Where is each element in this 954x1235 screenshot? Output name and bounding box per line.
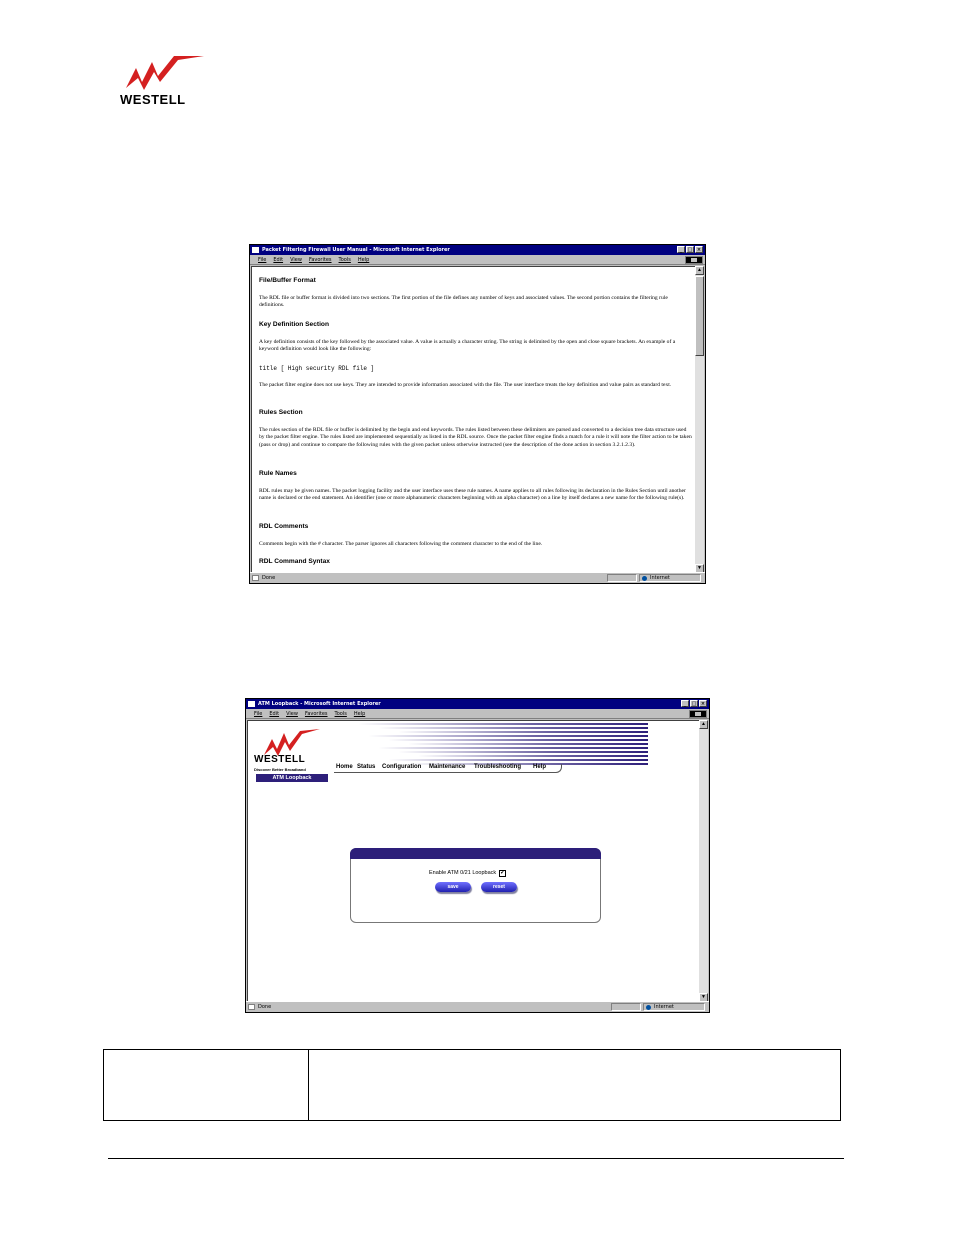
section-body: The RDL file or buffer format is divided into two sections. The first portion of the file defines any number of keys and associated values. The second portion contains the filtering rule definitions. [259, 295, 668, 309]
section-heading: Key Definition Section [259, 321, 329, 328]
status-text: Done [262, 575, 276, 581]
menu-favorites[interactable]: Favorites [308, 257, 332, 263]
section-heading: Rules Section [259, 409, 303, 416]
scroll-up-icon[interactable]: ▲ [699, 720, 708, 729]
menu-help[interactable]: Help [353, 711, 366, 717]
maximize-button[interactable]: □ [691, 701, 697, 707]
close-button[interactable]: × [696, 247, 702, 253]
router-page [247, 720, 699, 1002]
page-label: ATM Loopback [256, 774, 328, 782]
status-bar [250, 572, 705, 583]
checkbox-label: Enable ATM 0/21 Loopback [429, 870, 497, 876]
window-titlebar [246, 699, 709, 709]
menu-tools[interactable]: Tools [334, 711, 347, 717]
menu-edit[interactable]: Edit [273, 257, 284, 263]
windows-logo-icon [685, 256, 703, 264]
manual-browser-window [249, 244, 706, 584]
nav-configuration[interactable]: Configuration [382, 764, 422, 770]
scroll-thumb[interactable] [695, 276, 704, 356]
page-icon [248, 1004, 255, 1010]
status-bar [246, 1001, 709, 1012]
section-body: A key definition consists of the key followed by the associated value. A value is actually a character string. The string is delimited by the open and close square brackets. An example of a keyword definition would look like the following: [259, 339, 676, 353]
menu-file[interactable]: File [254, 711, 263, 717]
nav-status[interactable]: Status [357, 764, 376, 770]
menu-bar [250, 255, 705, 265]
footer-rule [108, 1158, 844, 1159]
westell-logo [118, 52, 208, 108]
nav-maintenance[interactable]: Maintenance [429, 764, 466, 770]
section-heading: Rule Names [259, 470, 297, 477]
reset-button[interactable]: reset [481, 882, 517, 892]
menu-bar [246, 709, 709, 719]
vertical-scrollbar[interactable] [695, 266, 704, 573]
code-sample: title [ High security RDL file ] [259, 365, 375, 372]
document-content [251, 266, 695, 573]
globe-icon [642, 576, 647, 581]
loopback-checkbox[interactable]: ✓ [500, 869, 506, 876]
logo-wordmark: WESTELL [120, 92, 186, 107]
nav-troubleshooting[interactable]: Troubleshooting [474, 764, 521, 770]
window-title: ATM Loopback - Microsoft Internet Explorer [258, 701, 381, 707]
westell-logo-mark [118, 52, 208, 92]
main-nav [334, 764, 562, 773]
ie-icon [252, 247, 259, 253]
section-heading: RDL Command Syntax [259, 558, 330, 565]
header-stripes [358, 723, 648, 765]
menu-help[interactable]: Help [357, 257, 370, 263]
section-heading: RDL Comments [259, 523, 309, 530]
scroll-down-icon[interactable]: ▼ [699, 993, 708, 1002]
vertical-scrollbar[interactable] [699, 720, 708, 1002]
section-body: RDL rules may be given names. The packet logging facility and the user interface uses these rule names. A name applies to all rules following its declaration in the Rules Section until another name is declared or the end statement. An identifier (one or more alphanumeric characters beginning with an alpha character) on a line by itself declares a new name for the following rule(s). [259, 488, 686, 502]
description-table [103, 1049, 841, 1121]
security-zone [639, 574, 701, 582]
section-body: The rules section of the RDL file or buffer is delimited by the begin and end keywords. The rules listed between these delimiters are parsed and converted to a decision tree data structure used by the packet filter engine. The rules listed are implemented sequentially as listed in the RDL source. Once the packet filter engine finds a match for a rule it will note the filter action to be taken (pass or drop) and continue to compare the following rules with the given packet unless otherwise instructed (see the description of the done action in section 3.2.1.2.3). [259, 427, 692, 448]
security-zone [643, 1003, 705, 1011]
menu-file[interactable]: File [258, 257, 267, 263]
menu-view[interactable]: View [290, 257, 302, 263]
zone-label: Internet [650, 575, 670, 581]
status-text: Done [258, 1004, 272, 1010]
section-body: Comments begin with the # character. The parser ignores all characters following the comment character to the end of the line. [259, 541, 543, 547]
window-titlebar [250, 245, 705, 255]
window-title: Packet Filtering Firewall User Manual - Microsoft Internet Explorer [262, 247, 450, 253]
nav-home[interactable]: Home [336, 764, 353, 770]
loopback-panel [350, 848, 601, 923]
minimize-button[interactable]: _ [677, 246, 685, 253]
status-pane [607, 574, 637, 582]
menu-view[interactable]: View [286, 711, 298, 717]
logo-wordmark: WESTELL [254, 754, 306, 765]
minimize-button[interactable]: _ [681, 700, 689, 707]
logo-tagline: Discover Better Broadband [254, 767, 306, 772]
save-button[interactable]: save [435, 882, 471, 892]
zone-label: Internet [654, 1004, 674, 1010]
westell-logo [254, 727, 334, 777]
table-divider [308, 1050, 309, 1120]
menu-tools[interactable]: Tools [338, 257, 351, 263]
close-button[interactable]: × [700, 701, 706, 707]
scroll-down-icon[interactable]: ▼ [695, 564, 704, 573]
menu-favorites[interactable]: Favorites [304, 711, 328, 717]
atm-loopback-browser-window [245, 698, 710, 1013]
scroll-up-icon[interactable]: ▲ [695, 266, 704, 275]
page-icon [252, 575, 259, 581]
windows-logo-icon [689, 710, 707, 718]
section-body: The packet filter engine does not use keys. They are intended to provide information associated with the file. The user interface treats the key definition and value pairs as standard text. [259, 382, 672, 388]
menu-edit[interactable]: Edit [269, 711, 280, 717]
panel-header [350, 848, 601, 859]
maximize-button[interactable]: □ [687, 247, 693, 253]
section-heading: File/Buffer Format [259, 277, 316, 284]
status-pane [611, 1003, 641, 1011]
westell-logo-mark [254, 727, 324, 757]
ie-icon [248, 701, 255, 707]
nav-help[interactable]: Help [533, 764, 547, 770]
globe-icon [646, 1005, 651, 1010]
loopback-row [429, 869, 506, 877]
